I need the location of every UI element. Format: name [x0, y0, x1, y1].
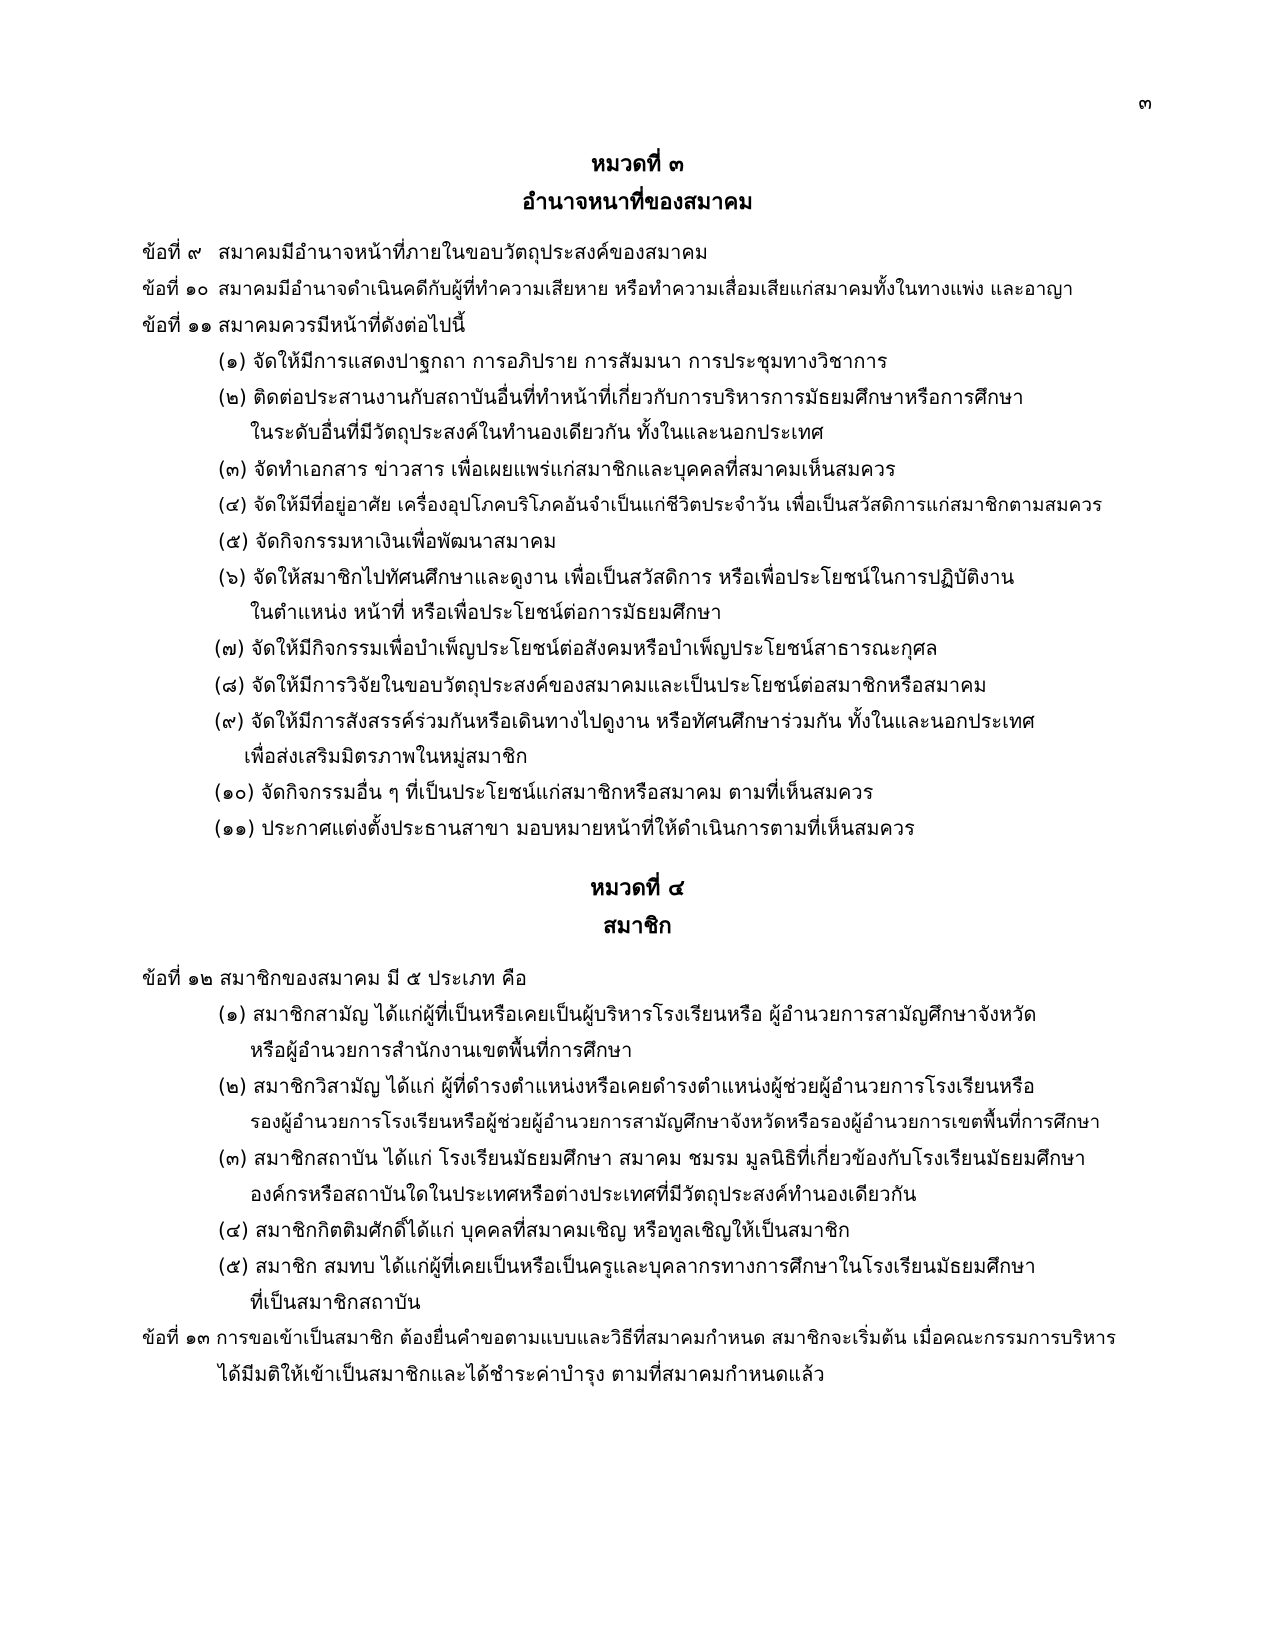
list-item-continuation: รองผู้อำนวยการโรงเรียนหรือผู้ช่วยผู้อำนวยการสามัญศึกษาจังหวัดหรือรองผู้อำนวยการเขตพื้นที่การศึกษา [250, 1111, 1101, 1133]
section-4-title: หมวดที่ ๔ [590, 876, 685, 901]
list-item: (๔) จัดให้มีที่อยู่อาศัย เครื่องอุปโภคบริโภคอันจำเป็นแก่ชีวิตประจำวัน เพื่อเป็นสวัสดิการแก่สมาชิกตามสมควร [218, 494, 1103, 516]
list-item: (๓) จัดทำเอกสาร ข่าวสาร เพื่อเผยแพร่แก่สมาชิกและบุคคลที่สมาคมเห็นสมควร [218, 457, 896, 481]
list-item: (๗) จัดให้มีกิจกรรมเพื่อบำเพ็ญประโยชน์ต่อสังคมหรือบำเพ็ญประโยชน์สาธารณะกุศล [214, 636, 938, 660]
list-item: (๑๐) จัดกิจกรรมอื่น ๆ ที่เป็นประโยชน์แก่สมาชิกหรือสมาคม ตามที่เห็นสมควร [214, 780, 874, 804]
section-4-subtitle: สมาชิก [603, 914, 672, 939]
list-item-continuation: เพื่อส่งเสริมมิตรภาพในหมู่สมาชิก [244, 744, 528, 768]
clause-10-text: สมาคมมีอำนาจดำเนินคดีกับผู้ที่ทำความเสียหาย หรือทำความเสื่อมเสียแก่สมาคมทั้งในทางแพ่ง และอาญา [218, 278, 1074, 300]
clause-10-label: ข้อที่ ๑๐ [142, 278, 209, 300]
list-item: (๕) สมาชิก สมทบ ได้แก่ผู้ที่เคยเป็นหรือเป็นครูและบุคลากรทางการศึกษาในโรงเรียนมัธยมศึกษา [218, 1254, 1036, 1278]
list-item: (๕) จัดกิจกรรมหาเงินเพื่อพัฒนาสมาคม [218, 529, 557, 553]
list-item: (๒) ติดต่อประสานงานกับสถาบันอื่นที่ทำหน้าที่เกี่ยวกับการบริหารการมัธยมศึกษาหรือการศึกษา [218, 385, 1024, 409]
page-number: ๓ [1138, 90, 1152, 114]
list-item-continuation: ในตำแหน่ง หน้าที่ หรือเพื่อประโยชน์ต่อการมัธยมศึกษา [250, 600, 722, 624]
clause-12-label: ข้อที่ ๑๒ [142, 966, 214, 990]
list-item: (๓) สมาชิกสถาบัน ได้แก่ โรงเรียนมัธยมศึกษา สมาคม ชมรม มูลนิธิที่เกี่ยวข้องกับโรงเรียนมัธยมศึกษา [218, 1146, 1086, 1170]
list-item: (๖) จัดให้สมาชิกไปทัศนศึกษาและดูงาน เพื่อเป็นสวัสดิการ หรือเพื่อประโยชน์ในการปฏิบัติงาน [218, 565, 1015, 589]
list-item-continuation: หรือผู้อำนวยการสำนักงานเขตพื้นที่การศึกษา [250, 1038, 633, 1062]
clause-12-text: สมาชิกของสมาคม มี ๕ ประเภท คือ [219, 966, 527, 990]
clause-10 [142, 275, 1073, 303]
list-item: (๑) สมาชิกสามัญ ได้แก่ผู้ที่เป็นหรือเคยเป็นผู้บริหารโรงเรียนหรือ ผู้อำนวยการสามัญศึกษาจังหวัด [218, 1002, 1037, 1026]
clause-13-text: การขอเข้าเป็นสมาชิก ต้องยื่นคำขอตามแบบและวิธีที่สมาคมกำหนด สมาชิกจะเริ่มต้น เมื่อคณะกรรมการบริหาร [216, 1327, 1117, 1349]
list-item: (๔) สมาชิกกิตติมศักดิ์ได้แก่ บุคคลที่สมาคมเชิญ หรือทูลเชิญให้เป็นสมาชิก [218, 1218, 851, 1242]
list-item: (๑๑) ประกาศแต่งตั้งประธานสาขา มอบหมายหน้าที่ให้ดำเนินการตามที่เห็นสมควร [214, 816, 915, 840]
list-item: (๒) สมาชิกวิสามัญ ได้แก่ ผู้ที่ดำรงตำแหน่งหรือเคยดำรงตำแหน่งผู้ช่วยผู้อำนวยการโรงเรียนหรือ [218, 1074, 1035, 1098]
clause-12 [142, 964, 527, 992]
list-item-continuation: องค์กรหรือสถาบันใดในประเทศหรือต่างประเทศที่มีวัตถุประสงค์ทำนองเดียวกัน [250, 1182, 917, 1206]
section-3-subtitle: อำนาจหนาที่ของสมาคม [522, 190, 753, 215]
clause-11 [142, 311, 465, 339]
clause-9 [142, 238, 708, 266]
clause-13-continuation: ได้มีมติให้เข้าเป็นสมาชิกและได้ชำระค่าบำรุง ตามที่สมาคมกำหนดแล้ว [218, 1362, 825, 1386]
clause-9-text: สมาคมมีอำนาจหน้าที่ภายในขอบวัตถุประสงค์ของสมาคม [218, 240, 708, 264]
clause-11-label: ข้อที่ ๑๑ [142, 313, 213, 337]
clause-11-text: สมาคมควรมีหน้าที่ดังต่อไปนี้ [218, 313, 466, 337]
list-item-continuation: ในระดับอื่นที่มีวัตถุประสงค์ในทำนองเดียวกัน ทั้งในและนอกประเทศ [250, 420, 824, 444]
clause-13 [142, 1324, 1116, 1352]
list-item-continuation: ที่เป็นสมาชิกสถาบัน [250, 1290, 421, 1314]
section-3-title: หมวดที่ ๓ [591, 152, 684, 177]
clause-13-label: ข้อที่ ๑๓ [142, 1327, 211, 1349]
list-item: (๑) จัดให้มีการแสดงปาฐกถา การอภิปราย การสัมมนา การประชุมทางวิชาการ [218, 349, 888, 373]
clause-9-label: ข้อที่ ๙ [142, 240, 202, 264]
list-item: (๘) จัดให้มีการวิจัยในขอบวัตถุประสงค์ของสมาคมและเป็นประโยชน์ต่อสมาชิกหรือสมาคม [214, 673, 987, 697]
list-item: (๙) จัดให้มีการสังสรรค์ร่วมกันหรือเดินทางไปดูงาน หรือทัศนศึกษาร่วมกัน ทั้งในและนอกประเทศ [214, 709, 1035, 733]
